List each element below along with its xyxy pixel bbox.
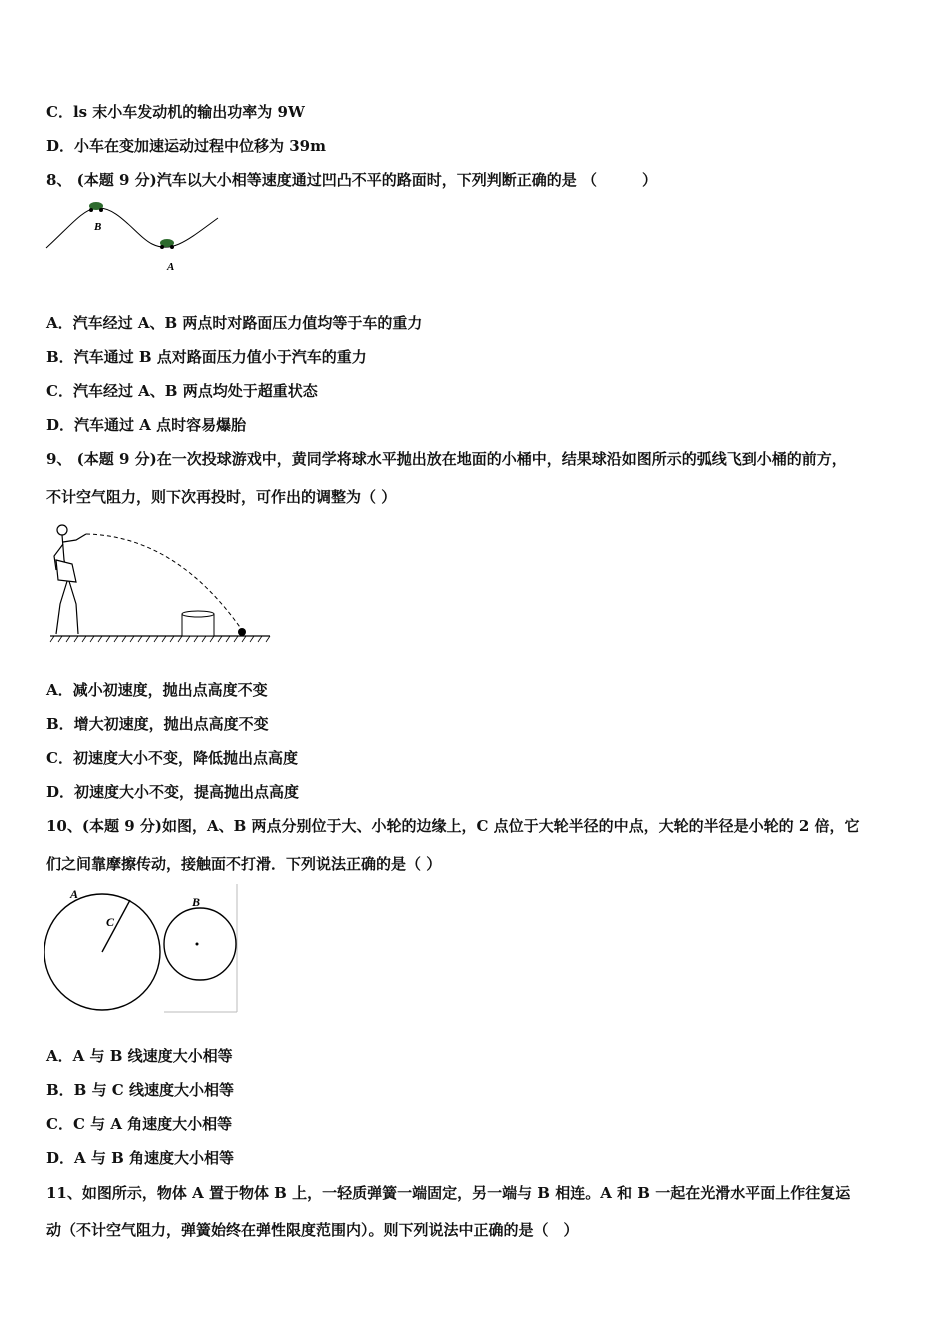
q10-stem-line1: 10、(本题 9 分)如图，A、B 两点分别位于大、小轮的边缘上，C 点位于大轮半径的中点，大轮的半径是小轮的 2 倍，它 bbox=[46, 817, 860, 835]
thrower-person bbox=[54, 525, 86, 634]
point-a-label: A bbox=[70, 887, 79, 901]
q9-stem-line2: 不计空气阻力，则下次再投时，可作出的调整为（ ） bbox=[46, 488, 397, 506]
q10-option-c: C．C 与 A 角速度大小相等 bbox=[46, 1115, 233, 1133]
q8-option-b: B．汽车通过 B 点对路面压力值小于汽车的重力 bbox=[46, 348, 367, 366]
ball-throw-figure bbox=[46, 516, 274, 644]
q9-stem-line1: 9、 (本题 9 分)在一次投球游戏中，黄同学将球水平抛出放在地面的小桶中，结果球沿如图所示的弧线飞到小桶的前方， bbox=[46, 450, 847, 468]
q8-option-c: C．汽车经过 A、B 两点均处于超重状态 bbox=[46, 382, 318, 400]
point-b-label: B bbox=[192, 895, 201, 909]
q7-option-c: C．ls 末小车发动机的输出功率为 9W bbox=[46, 103, 305, 121]
point-b-label: B bbox=[94, 221, 102, 233]
bucket bbox=[182, 611, 214, 636]
q8-stem: 8、 (本题 9 分)汽车以大小相等速度通过凹凸不平的路面时，下列判断正确的是 （ ） bbox=[46, 171, 657, 189]
small-wheel bbox=[164, 908, 236, 980]
point-c-label: C bbox=[106, 915, 115, 929]
q7-option-d: D．小车在变加速运动过程中位移为 39m bbox=[46, 137, 326, 155]
bumpy-road-figure bbox=[40, 196, 230, 280]
q11-stem-line2: 动（不计空气阻力，弹簧始终在弹性限度范围内）。则下列说法中正确的是（ ） bbox=[46, 1221, 579, 1239]
q9-option-d: D．初速度大小不变，提高抛出点高度 bbox=[46, 783, 300, 801]
wheels-figure bbox=[44, 882, 240, 1016]
q10-stem-line2: 们之间靠摩擦传动，接触面不打滑．下列说法正确的是（ ） bbox=[46, 855, 442, 873]
point-a-label: A bbox=[167, 261, 175, 273]
q10-option-d: D．A 与 B 角速度大小相等 bbox=[46, 1149, 234, 1167]
ball bbox=[238, 628, 246, 636]
q8-option-a: A．汽车经过 A、B 两点时对路面压力值均等于车的重力 bbox=[46, 314, 423, 332]
q8-option-d: D．汽车通过 A 点时容易爆胎 bbox=[46, 416, 247, 434]
car-icon-top bbox=[89, 202, 103, 212]
q9-option-c: C．初速度大小不变，降低抛出点高度 bbox=[46, 749, 298, 767]
q9-option-a: A．减小初速度，抛出点高度不变 bbox=[46, 681, 268, 699]
q11-stem-line1: 11、如图所示，物体 A 置于物体 B 上，一轻质弹簧一端固定，另一端与 B 相连。A 和 B 一起在光滑水平面上作往复运 bbox=[46, 1184, 851, 1202]
q9-option-b: B．增大初速度，抛出点高度不变 bbox=[46, 715, 269, 733]
q10-option-a: A．A 与 B 线速度大小相等 bbox=[46, 1047, 233, 1065]
q10-option-b: B．B 与 C 线速度大小相等 bbox=[46, 1081, 234, 1099]
